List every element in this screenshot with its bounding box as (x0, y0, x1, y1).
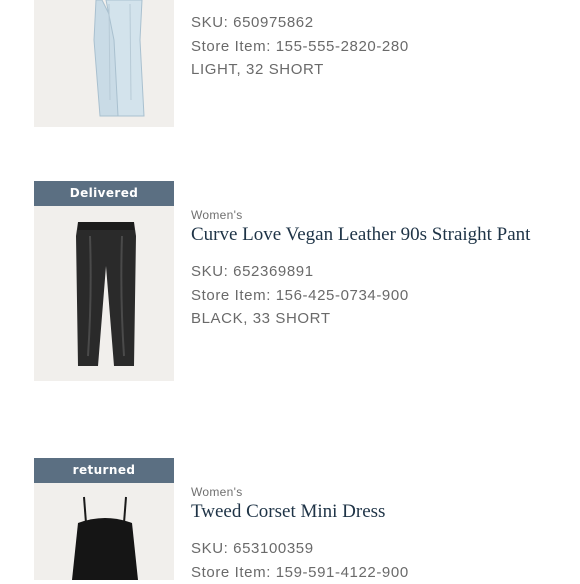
sku-text: SKU: 650975862 (191, 11, 570, 35)
product-name[interactable]: Tweed Corset Mini Dress (191, 501, 570, 523)
order-item (0, 181, 580, 381)
sku-text: SKU: 653100359 (191, 537, 570, 561)
sku-text: SKU: 652369891 (191, 260, 570, 284)
black-leather-pants-icon (34, 206, 174, 381)
product-info (191, 208, 570, 331)
product-info (191, 11, 570, 82)
product-image[interactable] (34, 0, 174, 127)
variant-text: LIGHT, 32 SHORT (191, 58, 570, 82)
store-item-text: Store Item: 155-555-2820-280 (191, 35, 570, 59)
product-name[interactable]: Curve Love Vegan Leather 90s Straight Pant (191, 224, 570, 246)
product-info (191, 485, 570, 584)
light-wash-jeans-icon (34, 0, 174, 127)
order-item (0, 458, 580, 580)
store-item-text: Store Item: 159-591-4122-900 (191, 561, 570, 584)
product-image[interactable] (34, 206, 174, 381)
store-item-text: Store Item: 156-425-0734-900 (191, 284, 570, 308)
order-item (0, 0, 580, 140)
category-label: Women's (191, 208, 570, 222)
product-image[interactable] (34, 483, 174, 580)
variant-text: BLACK, 33 SHORT (191, 307, 570, 331)
status-badge: Delivered (34, 181, 174, 206)
status-badge: returned (34, 458, 174, 483)
black-mini-dress-icon (34, 483, 174, 580)
category-label: Women's (191, 485, 570, 499)
